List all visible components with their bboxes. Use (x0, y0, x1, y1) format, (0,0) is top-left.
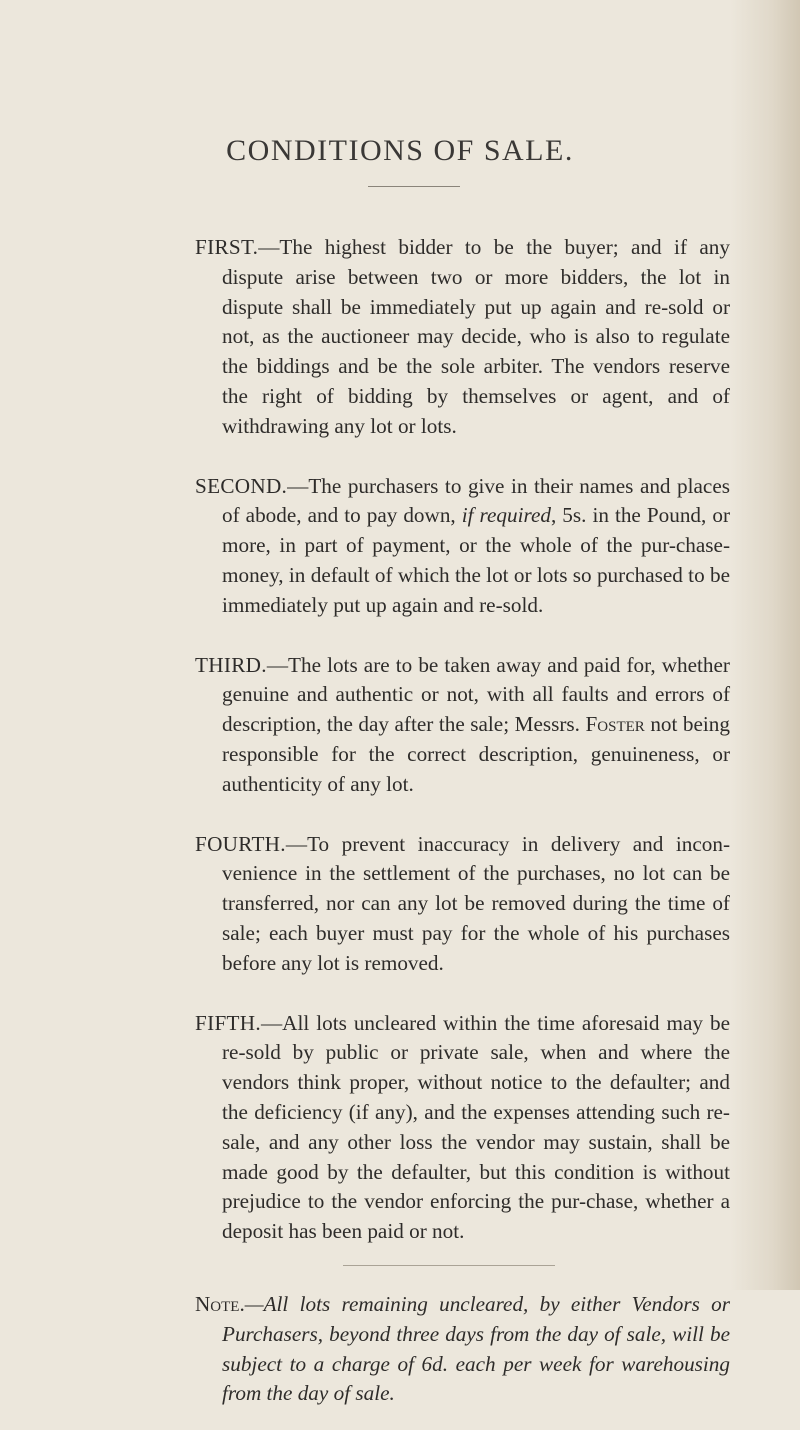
note-heading: Note. (195, 1291, 245, 1316)
note-divider (343, 1265, 555, 1266)
page-edge-shadow (730, 0, 800, 1290)
note (195, 1290, 730, 1409)
clause-text-italic: if required (461, 503, 551, 528)
clause-third (195, 651, 730, 800)
conditions-body (195, 233, 730, 1430)
clause-text: —The purchasers to give in their names and places of abode, and to pay down, (222, 473, 730, 528)
clause-heading: THIRD. (195, 652, 267, 677)
clause-text-smallcaps: Foster (585, 712, 645, 737)
note-text: —All lots remaining uncleared, by either Vendors or Purchasers, beyond three days from the day of sale, will be subject to a charge of 6d. each per week for warehousing from the day of sale. (222, 1291, 730, 1406)
clause-fifth (195, 1009, 730, 1247)
page-title: CONDITIONS OF SALE. (226, 134, 574, 167)
clause-text: not being responsible for the correct description, genuineness, or authenticity of any lot. (222, 712, 730, 796)
clause-fourth (195, 830, 730, 979)
clause-text: —All lots uncleared within the time aforesaid may be re-sold by public or private sale, when and where the vendors think proper, without notice to the defaulter; and the deficiency (if any), and the expenses attending such re-sale, and any other loss the vendor may sustain, shall be made good by the defaulter, but this condition is without prejudice to the vendor enforcing the pur-chase, whether a deposit has been paid or not. (222, 1010, 730, 1244)
clause-heading: FIFTH. (195, 1010, 261, 1035)
clause-text: —The highest bidder to be the buyer; and if any dispute arise between two or more bidders, the lot in dispute shall be immediately put up again and re-sold or not, as the auctioneer may decide, who is also to regulate the biddings and be the sole arbiter. The vendors reserve the right of bidding by themselves or agent, and of withdrawing any lot or lots. (222, 235, 730, 438)
clause-second (195, 472, 730, 621)
clause-heading: FOURTH. (195, 831, 286, 856)
clause-heading: FIRST. (195, 235, 259, 259)
clause-text: —The lots are to be taken away and paid for, whether genuine and authentic or not, with all faults and errors of description, the day after the sale; Messrs. (222, 652, 730, 737)
clause-heading: SECOND. (195, 473, 288, 498)
clause-text: —To prevent inaccuracy in delivery and incon-venience in the settlement of the purchases, no lot can be transferred, nor can any lot be removed during the time of sale; each buyer must pay for the whole of his purchases before any lot is removed. (222, 831, 730, 975)
clause-first (195, 233, 730, 442)
clause-text: , 5s. in the Pound, or more, in part of payment, or the whole of the pur-chase-money, in default of which the lot or lots so purchased to be immediately put up again and re-sold. (222, 503, 730, 617)
title-divider (368, 186, 460, 187)
